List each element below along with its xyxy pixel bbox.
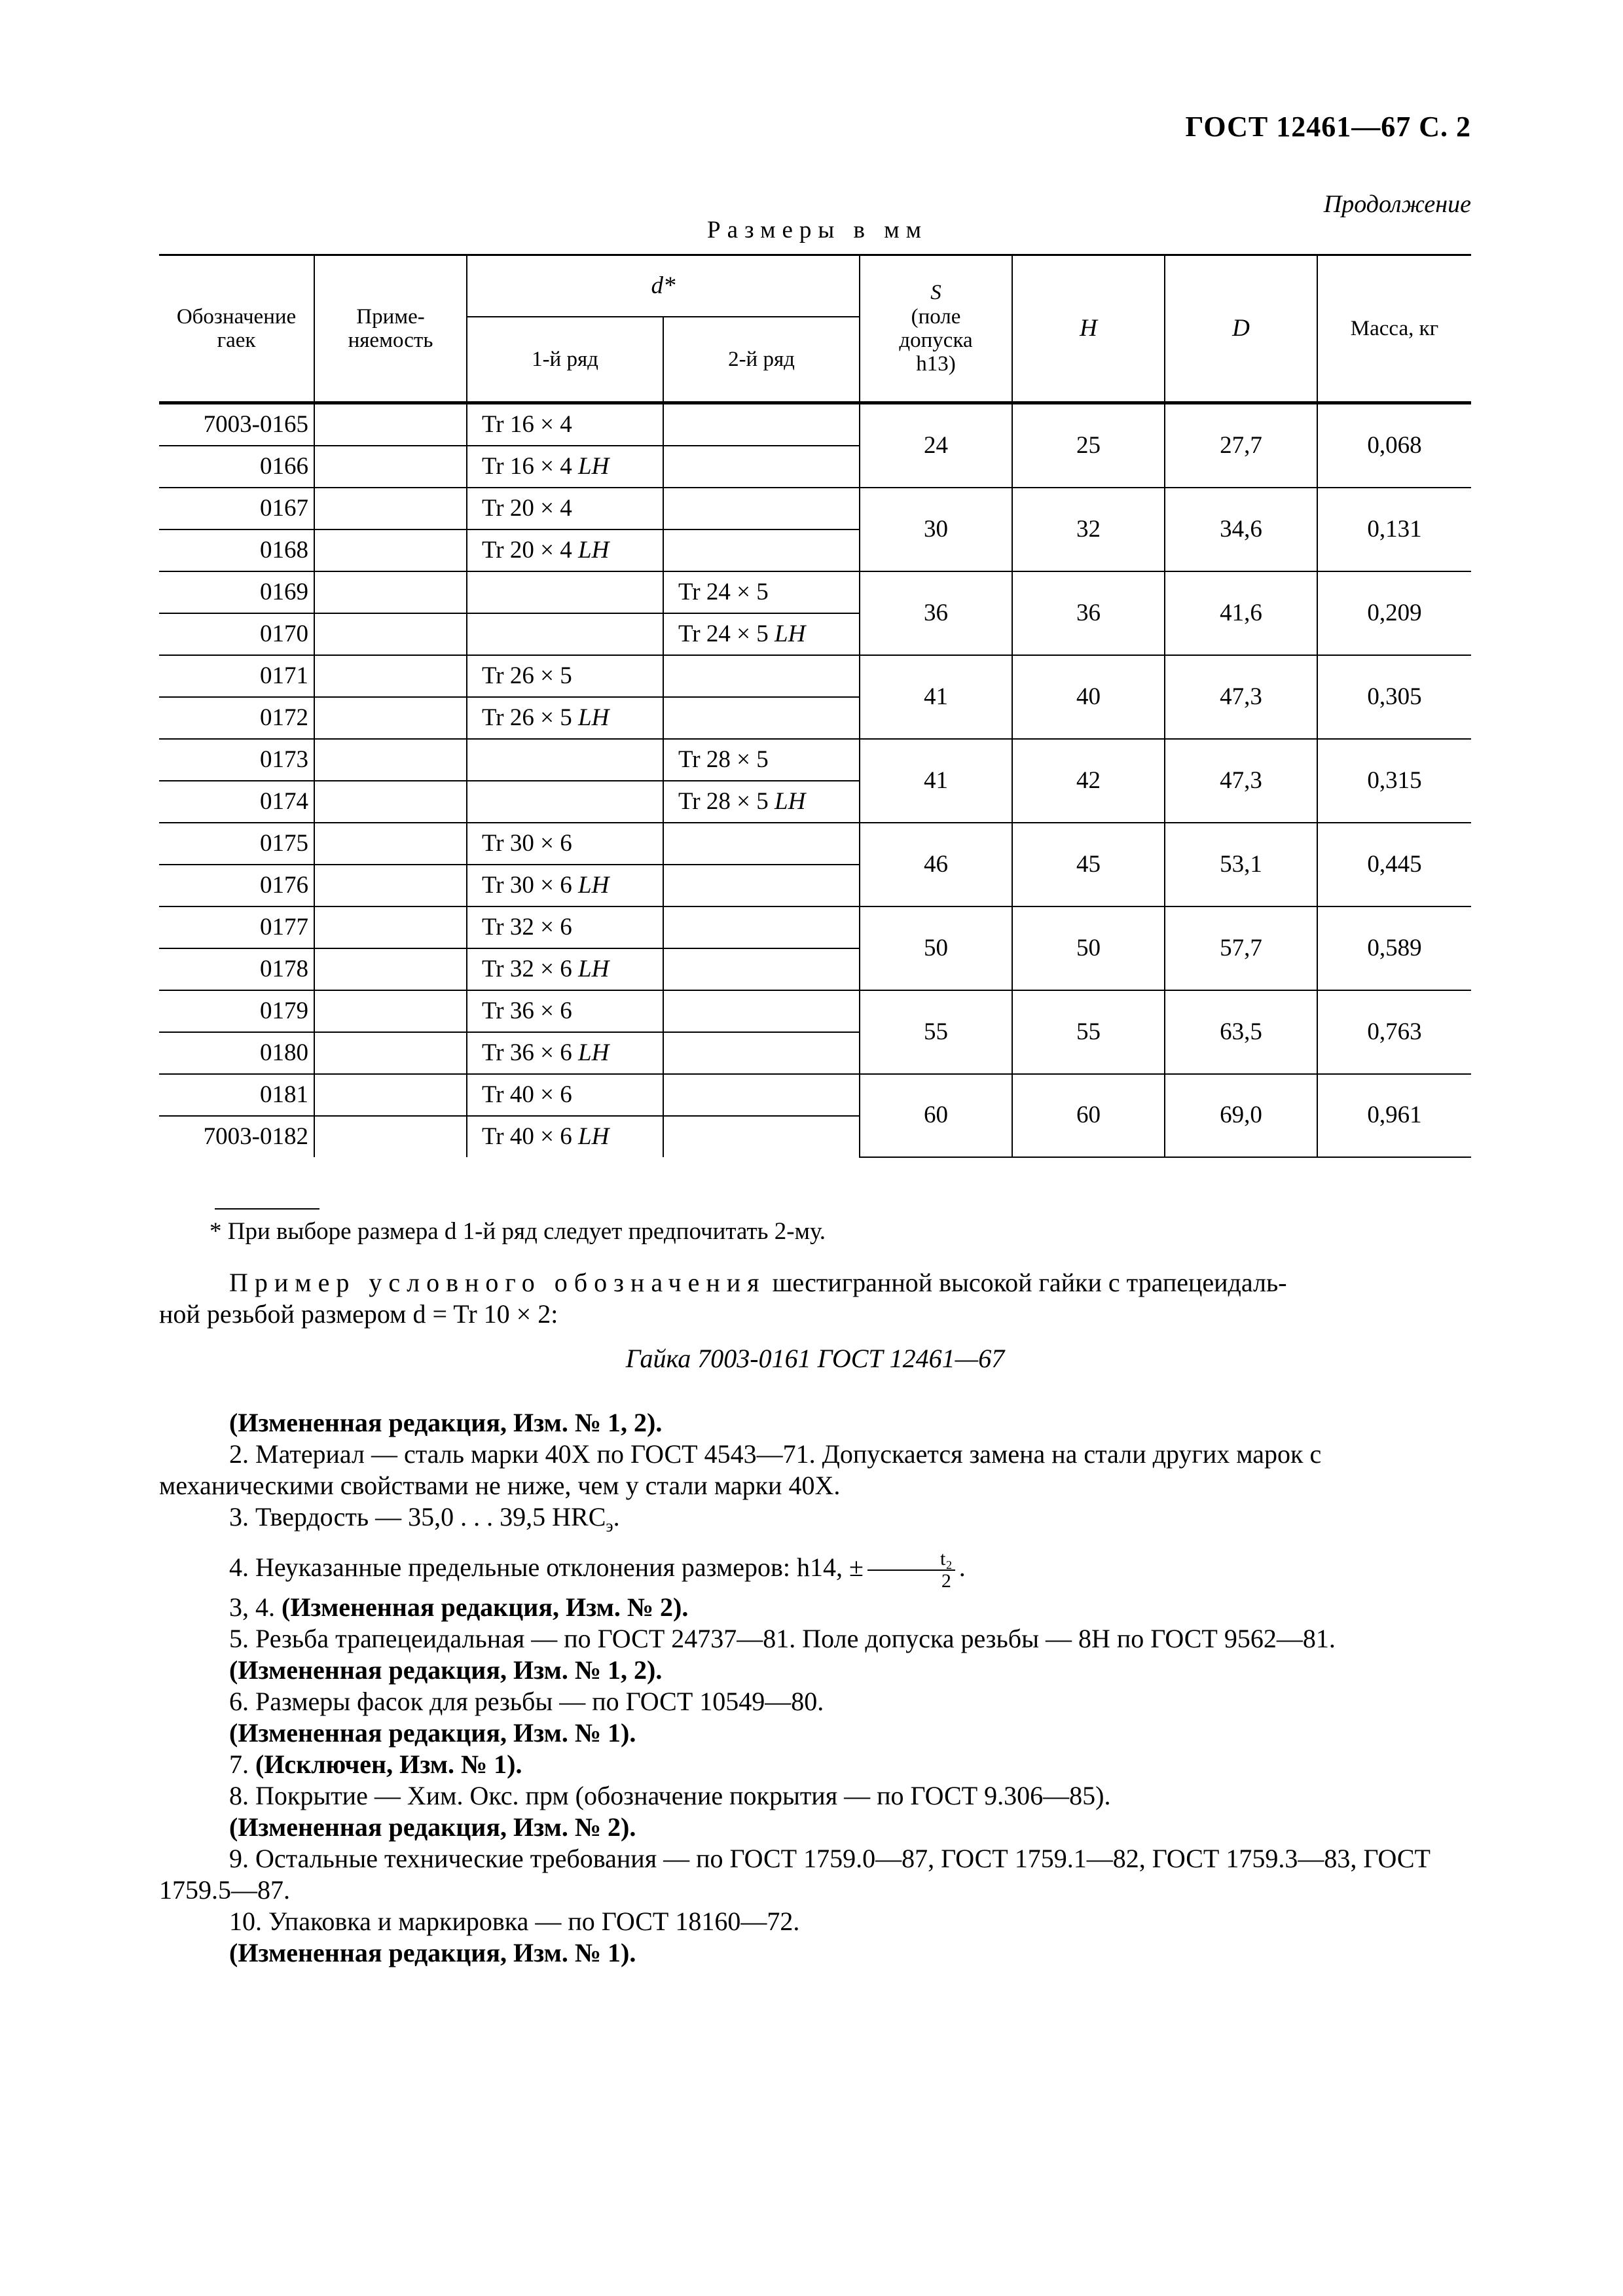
cell-d1 [467, 571, 663, 613]
cell-h: 36 [1012, 571, 1165, 655]
cell-designation: 7003-0182 [159, 1116, 314, 1157]
cell-d1: Tr 40 × 6 LH [467, 1116, 663, 1157]
cell-designation: 0167 [159, 488, 314, 529]
cell-mass: 0,305 [1317, 655, 1471, 739]
cell-designation: 0175 [159, 823, 314, 865]
cell-d1: Tr 30 × 6 LH [467, 865, 663, 906]
cell-applicability [314, 781, 467, 823]
cell-dd: 57,7 [1165, 906, 1317, 990]
cell-designation: 7003-0165 [159, 403, 314, 446]
cell-mass: 0,961 [1317, 1074, 1471, 1157]
cell-d2 [663, 1074, 860, 1116]
cell-designation: 0168 [159, 529, 314, 571]
cell-d2 [663, 1032, 860, 1074]
cell-applicability [314, 571, 467, 613]
col-header-d: d* [467, 255, 860, 317]
table-row [159, 488, 1471, 529]
cell-applicability [314, 1032, 467, 1074]
cell-d1 [467, 781, 663, 823]
table-body [159, 403, 1471, 1158]
cell-s: 41 [860, 655, 1012, 739]
cell-d1: Tr 40 × 6 [467, 1074, 663, 1116]
cell-dd: 34,6 [1165, 488, 1317, 571]
cell-applicability [314, 739, 467, 781]
cell-h: 32 [1012, 488, 1165, 571]
cell-d2 [663, 697, 860, 739]
col-header-mass: Масса, кг [1317, 255, 1471, 403]
col-header-dd: D [1165, 255, 1317, 403]
cell-d1: Tr 30 × 6 [467, 823, 663, 865]
cell-s: 41 [860, 739, 1012, 823]
table-row [159, 655, 1471, 697]
cell-designation: 0178 [159, 948, 314, 990]
cell-d2 [663, 446, 860, 488]
cell-designation: 0166 [159, 446, 314, 488]
cell-dd: 27,7 [1165, 403, 1317, 488]
clause-8: 8. Покрытие — Хим. Окс. прм (обозначение покрытия — по ГОСТ 9.306—85). [229, 1781, 1111, 1810]
revision-note: (Измененная редакция, Изм. № 1). [229, 1938, 636, 1967]
cell-applicability [314, 655, 467, 697]
col-header-s: S (поле допуска h13) [860, 255, 1012, 403]
cell-d2 [663, 655, 860, 697]
cell-applicability [314, 529, 467, 571]
cell-applicability [314, 990, 467, 1032]
footnote-rule [215, 1208, 319, 1210]
clause-3-4-revision: 3, 4. (Измененная редакция, Изм. № 2). [229, 1592, 689, 1622]
cell-d1: Tr 20 × 4 [467, 488, 663, 529]
table-row [159, 1074, 1471, 1116]
clause-5: 5. Резьба трапецеидальная — по ГОСТ 24737—81. Поле допуска резьбы — 8Н по ГОСТ 9562—81. [229, 1624, 1336, 1653]
cell-designation: 0176 [159, 865, 314, 906]
table-row [159, 990, 1471, 1032]
cell-d2: Tr 28 × 5 LH [663, 781, 860, 823]
dimensions-table [159, 254, 1471, 1158]
cell-d2 [663, 823, 860, 865]
cell-d2 [663, 906, 860, 948]
table-row [159, 906, 1471, 948]
cell-designation: 0172 [159, 697, 314, 739]
cell-applicability [314, 403, 467, 446]
cell-designation: 0174 [159, 781, 314, 823]
continuation-label: Продолжение [1323, 190, 1471, 218]
cell-s: 30 [860, 488, 1012, 571]
table-row [159, 739, 1471, 781]
cell-d1: Tr 36 × 6 LH [467, 1032, 663, 1074]
cell-d1: Tr 16 × 4 LH [467, 446, 663, 488]
clause-9: 9. Остальные технические требования — по ГОСТ 1759.0—87, ГОСТ 1759.1—82, ГОСТ 1759.3—83, ГОСТ 1759.5—87. [159, 1844, 1431, 1905]
cell-dd: 63,5 [1165, 990, 1317, 1074]
cell-h: 50 [1012, 906, 1165, 990]
cell-d1: Tr 16 × 4 [467, 403, 663, 446]
cell-h: 42 [1012, 739, 1165, 823]
example-lead: Пример условного обозначения шестигранной высокой гайки с трапецеидаль- [229, 1268, 1287, 1297]
cell-dd: 41,6 [1165, 571, 1317, 655]
footnote: * При выборе размера d 1-й ряд следует предпочитать 2-му. [210, 1218, 826, 1245]
page-header: ГОСТ 12461—67 С. 2 [1185, 111, 1471, 143]
cell-designation: 0181 [159, 1074, 314, 1116]
cell-applicability [314, 865, 467, 906]
cell-dd: 53,1 [1165, 823, 1317, 906]
cell-applicability [314, 1074, 467, 1116]
cell-dd: 69,0 [1165, 1074, 1317, 1157]
cell-d1: Tr 32 × 6 [467, 906, 663, 948]
cell-d1 [467, 739, 663, 781]
cell-mass: 0,315 [1317, 739, 1471, 823]
clause-3: 3. Твердость — 35,0 . . . 39,5 $HRC_э$. [229, 1502, 620, 1535]
cell-d1: Tr 26 × 5 LH [467, 697, 663, 739]
cell-s: 24 [860, 403, 1012, 488]
cell-applicability [314, 823, 467, 865]
cell-designation: 0173 [159, 739, 314, 781]
example-block [159, 1267, 1471, 1374]
cell-applicability [314, 488, 467, 529]
cell-designation: 0171 [159, 655, 314, 697]
col-header-d-row2: 2-й ряд [663, 317, 860, 403]
revision-note: (Измененная редакция, Изм. № 1, 2). [229, 1408, 663, 1437]
cell-d1: Tr 32 × 6 LH [467, 948, 663, 990]
cell-designation: 0177 [159, 906, 314, 948]
revision-note: (Измененная редакция, Изм. № 1, 2). [229, 1655, 663, 1685]
example-line2: ной резьбой размером d = Tr 10 × 2: [159, 1299, 558, 1329]
cell-applicability [314, 697, 467, 739]
cell-mass: 0,209 [1317, 571, 1471, 655]
cell-d2: Tr 24 × 5 LH [663, 613, 860, 655]
col-header-h: H [1012, 255, 1165, 403]
cell-d2 [663, 948, 860, 990]
cell-h: 25 [1012, 403, 1165, 488]
cell-mass: 0,445 [1317, 823, 1471, 906]
cell-designation: 0169 [159, 571, 314, 613]
clause-4: 4. Неуказанные предельные отклонения размеров: h14, ± $\frac{\text{t₂}}{2}$ . [229, 1548, 966, 1592]
cell-d2 [663, 990, 860, 1032]
clause-10: 10. Упаковка и маркировка — по ГОСТ 18160—72. [229, 1907, 800, 1936]
cell-d1: Tr 20 × 4 LH [467, 529, 663, 571]
revision-note: (Измененная редакция, Изм. № 1). [229, 1718, 636, 1748]
cell-applicability [314, 446, 467, 488]
col-header-designation: Обозначение гаек [159, 255, 314, 403]
cell-s: 60 [860, 1074, 1012, 1157]
cell-d2 [663, 488, 860, 529]
cell-d1: Tr 26 × 5 [467, 655, 663, 697]
cell-applicability [314, 1116, 467, 1157]
cell-designation: 0179 [159, 990, 314, 1032]
cell-h: 60 [1012, 1074, 1165, 1157]
cell-s: 36 [860, 571, 1012, 655]
cell-designation: 0170 [159, 613, 314, 655]
cell-d2 [663, 403, 860, 446]
cell-applicability [314, 906, 467, 948]
cell-dd: 47,3 [1165, 655, 1317, 739]
clause-7: 7. (Исключен, Изм. № 1). [229, 1749, 522, 1779]
cell-applicability [314, 613, 467, 655]
cell-d2: Tr 28 × 5 [663, 739, 860, 781]
cell-mass: 0,589 [1317, 906, 1471, 990]
cell-applicability [314, 948, 467, 990]
cell-d1: Tr 36 × 6 [467, 990, 663, 1032]
table-row [159, 823, 1471, 865]
clause-2: 2. Материал — сталь марки 40Х по ГОСТ 4543—71. Допускается замена на стали других марок с механическими свойствами не ниже, чем у стали марки 40Х. [159, 1439, 1322, 1500]
fraction: $\frac{\text{t₂}}{2}$ [867, 1549, 955, 1592]
cell-mass: 0,068 [1317, 403, 1471, 488]
table-row [159, 403, 1471, 446]
clause-6: 6. Размеры фасок для резьбы — по ГОСТ 10549—80. [229, 1687, 824, 1716]
table-row [159, 571, 1471, 613]
clauses-block [159, 1407, 1471, 1969]
cell-s: 50 [860, 906, 1012, 990]
cell-mass: 0,763 [1317, 990, 1471, 1074]
cell-d2 [663, 529, 860, 571]
cell-h: 45 [1012, 823, 1165, 906]
revision-note: (Измененная редакция, Изм. № 2). [229, 1812, 636, 1842]
cell-h: 55 [1012, 990, 1165, 1074]
cell-h: 40 [1012, 655, 1165, 739]
example-designation: Гайка 7003-0161 ГОСТ 12461—67 [625, 1344, 1005, 1373]
cell-d2: Tr 24 × 5 [663, 571, 860, 613]
sizes-caption: Размеры в мм [707, 217, 928, 243]
cell-d1 [467, 613, 663, 655]
cell-s: 46 [860, 823, 1012, 906]
cell-designation: 0180 [159, 1032, 314, 1074]
cell-mass: 0,131 [1317, 488, 1471, 571]
cell-s: 55 [860, 990, 1012, 1074]
cell-dd: 47,3 [1165, 739, 1317, 823]
cell-d2 [663, 865, 860, 906]
col-header-applicability: Приме- няемость [314, 255, 467, 403]
col-header-d-row1: 1-й ряд [467, 317, 663, 403]
cell-d2 [663, 1116, 860, 1157]
